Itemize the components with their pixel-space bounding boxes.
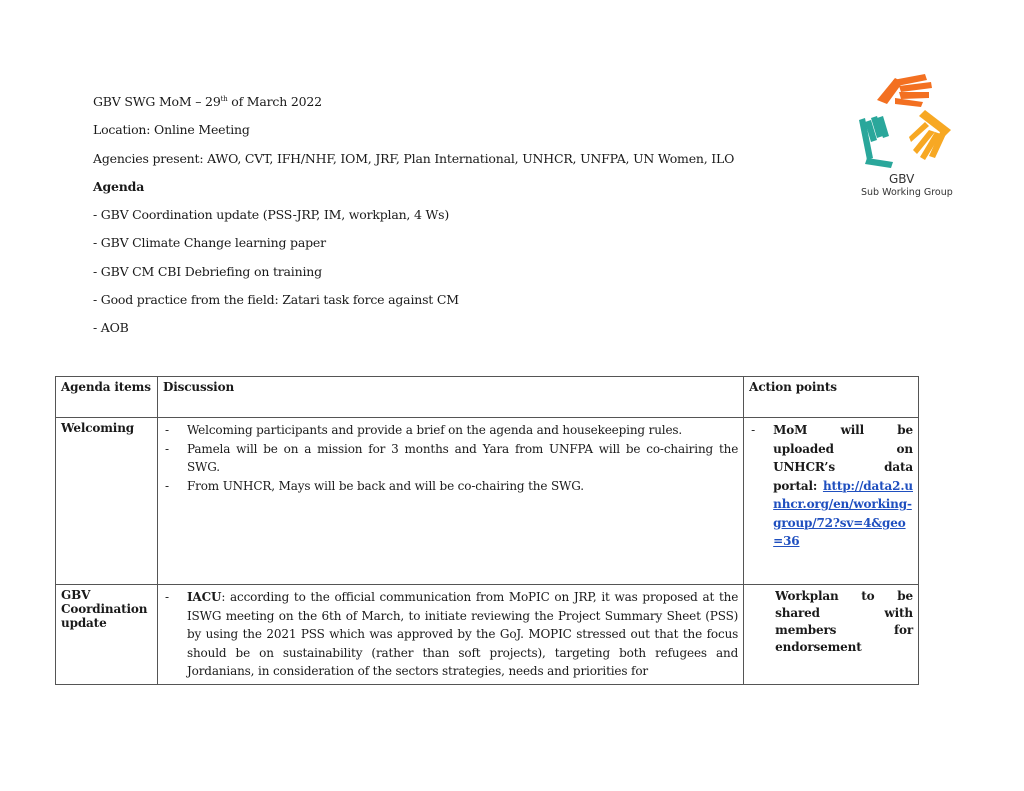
agenda-item: - GBV CM CBI Debriefing on training: [93, 263, 322, 279]
discussion-cell: [157, 585, 743, 685]
teal-hand-icon: [859, 116, 893, 168]
discussion-point: - Welcoming participants and provide a brief on the agenda and housekeeping rules.: [163, 421, 738, 440]
agenda-item-cell: Welcoming: [56, 418, 158, 585]
data-portal-link[interactable]: http://data2.unhcr.org/en/working-group/72?sv=4&geo=36: [773, 478, 913, 548]
yellow-hand-icon: [909, 110, 951, 160]
action-point: Workplan to be shared with members for endorsement: [775, 589, 913, 654]
agenda-item: - GBV Climate Change learning paper: [93, 235, 326, 251]
discussion-text: : according to the official communication from MoPIC on JRP, it was proposed at the ISWG meeting on the 6th of March, to initiate reviewing the Project Summary Sheet (PSS) by using the 2021 PSS which was approved by the GoJ. MOPIC stressed out that the focus should be on sustainability (rather than soft projects), targeting both refugees and Jordanians, in consideration of the sectors strategies, needs and priorities for: [186, 590, 739, 678]
meeting-title: GBV SWG MoM – 29th of March 2022: [93, 94, 322, 109]
agenda-item: - GBV Coordination update (PSS-JRP, IM, workplan, 4 Ws): [93, 207, 450, 223]
action-cell: [744, 418, 919, 585]
agenda-item: - AOB: [93, 320, 129, 336]
header-discussion: Discussion: [157, 377, 743, 418]
minutes-table: [55, 376, 919, 685]
agenda-item: - Good practice from the field: Zatari task force against CM: [93, 292, 459, 308]
table-row: [56, 418, 919, 585]
agencies-present: Agencies present: AWO, CVT, IFH/NHF, IOM, JRF, Plan International, UNHCR, UNFPA, UN Women, ILO: [93, 150, 735, 166]
table-row: [56, 585, 919, 685]
action-cell: [744, 585, 919, 685]
logo-text-main: GBV: [889, 172, 915, 186]
agenda-item-cell: GBV Coordination update: [56, 585, 158, 685]
table-header-row: [56, 377, 919, 418]
logo-text-sub: Sub Working Group: [861, 187, 953, 198]
action-point: [749, 421, 913, 551]
discussion-point: - Pamela will be on a mission for 3 months and Yara from UNFPA will be co-chairing the SWG.: [163, 440, 738, 477]
discussion-point: [163, 588, 738, 681]
action-text: MoM will be uploaded on UNHCR’s data portal:: [773, 423, 913, 493]
meeting-location: Location: Online Meeting: [93, 122, 250, 138]
agenda-heading: Agenda: [93, 178, 145, 194]
discussion-cell: [157, 418, 743, 585]
meeting-header: [93, 94, 734, 349]
discussion-bold-label: IACU: [186, 590, 222, 604]
header-action-points: Action points: [744, 377, 919, 418]
header-agenda-items: Agenda items: [56, 377, 158, 418]
discussion-point: - From UNHCR, Mays will be back and will be co-chairing the SWG.: [163, 477, 738, 496]
orange-hand-icon: [877, 74, 932, 107]
